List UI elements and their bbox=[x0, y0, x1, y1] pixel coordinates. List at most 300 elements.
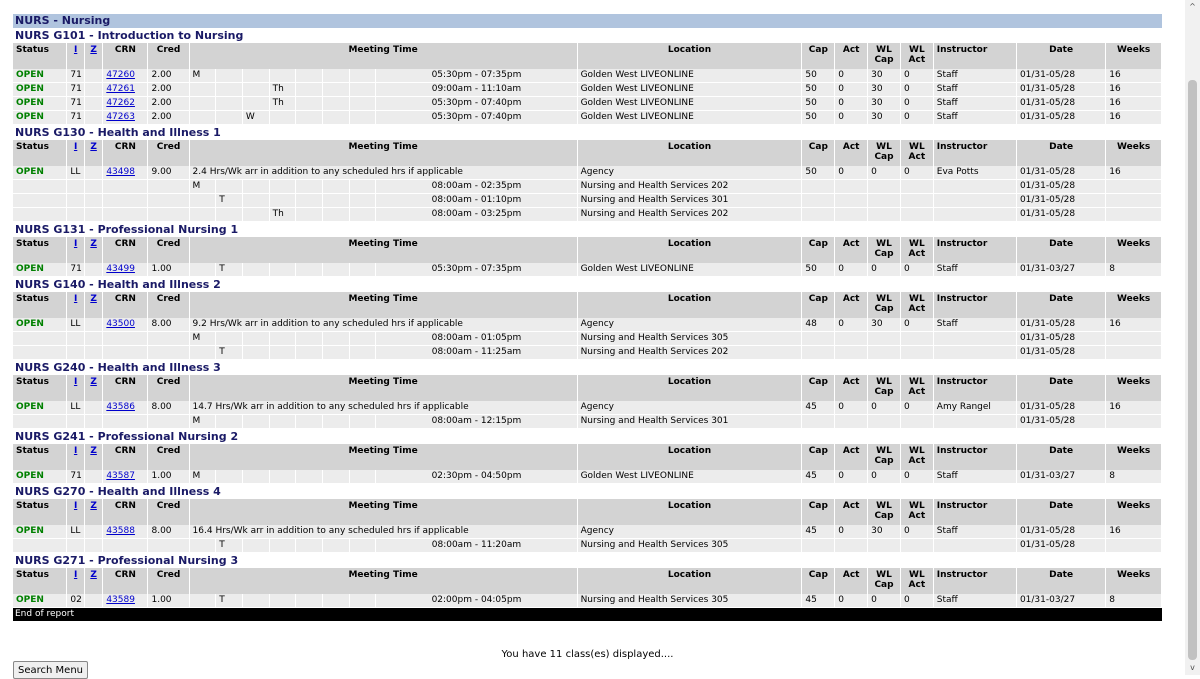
col-meeting-time-header: Meeting Time bbox=[190, 375, 578, 401]
date-cell: 01/31-03/27 bbox=[1017, 470, 1106, 484]
day-cell bbox=[296, 69, 323, 83]
z-cell bbox=[85, 539, 103, 553]
wl-cap-cell: 0 bbox=[868, 470, 901, 484]
day-cell: Th bbox=[270, 97, 297, 111]
col-act-header: Act bbox=[835, 237, 868, 263]
class-schedule-report bbox=[13, 14, 1162, 621]
location-cell: Nursing and Health Services 305 bbox=[578, 594, 803, 608]
instructor-cell: Eva Potts bbox=[934, 166, 1017, 180]
course-title: NURS G240 - Health and Illness 3 bbox=[13, 360, 1162, 375]
col-z-header bbox=[85, 237, 103, 263]
cap-cell bbox=[802, 539, 835, 553]
col-cred-header: Cred bbox=[148, 499, 189, 525]
day-cell bbox=[350, 111, 377, 125]
col-cap-header: Cap bbox=[802, 568, 835, 594]
wl-cap-cell: 0 bbox=[868, 263, 901, 277]
status-cell: OPEN bbox=[13, 166, 67, 180]
status-cell: OPEN bbox=[13, 97, 67, 111]
location-cell: Golden West LIVEONLINE bbox=[578, 111, 803, 125]
day-cell bbox=[270, 346, 297, 360]
col-i-header bbox=[67, 499, 84, 525]
col-i-sort-link[interactable]: I bbox=[73, 239, 78, 249]
col-act-header: Act bbox=[835, 444, 868, 470]
column-header-row bbox=[13, 375, 1162, 401]
weeks-cell: 16 bbox=[1106, 166, 1162, 180]
course-title: NURS G101 - Introduction to Nursing bbox=[13, 28, 1162, 43]
course-title: NURS G140 - Health and Illness 2 bbox=[13, 277, 1162, 292]
wl-act-cell bbox=[901, 415, 934, 429]
table-row bbox=[13, 594, 1162, 608]
day-cell bbox=[350, 83, 377, 97]
col-i-sort-link[interactable]: I bbox=[73, 294, 78, 304]
col-meeting-time-header: Meeting Time bbox=[190, 499, 578, 525]
col-status-header: Status bbox=[13, 568, 67, 594]
col-crn-header: CRN bbox=[103, 43, 148, 69]
z-cell bbox=[85, 111, 103, 125]
col-act-header: Act bbox=[835, 375, 868, 401]
col-cap-header: Cap bbox=[802, 292, 835, 318]
location-cell: Nursing and Health Services 202 bbox=[578, 208, 803, 222]
wl-cap-cell: 30 bbox=[868, 97, 901, 111]
classes-displayed-summary: You have 11 class(es) displayed.... bbox=[501, 649, 674, 660]
col-i-header bbox=[67, 375, 84, 401]
weeks-cell: 8 bbox=[1106, 470, 1162, 484]
day-cell: T bbox=[216, 194, 243, 208]
instructor-cell: Staff bbox=[934, 111, 1017, 125]
weeks-cell: 16 bbox=[1106, 111, 1162, 125]
day-cell bbox=[190, 263, 217, 277]
wl-act-cell bbox=[901, 208, 934, 222]
crn-link[interactable]: 43586 bbox=[106, 402, 135, 412]
meeting-time-cell: 02:30pm - 04:50pm bbox=[376, 470, 577, 484]
location-cell: Nursing and Health Services 305 bbox=[578, 539, 803, 553]
table-row bbox=[13, 83, 1162, 97]
location-cell: Nursing and Health Services 301 bbox=[578, 194, 803, 208]
day-cell bbox=[270, 594, 297, 608]
i-cell: LL bbox=[67, 525, 84, 539]
col-z-header bbox=[85, 375, 103, 401]
wl-act-cell: 0 bbox=[901, 97, 934, 111]
table-row bbox=[13, 401, 1162, 415]
arranged-hours-note: 2.4 Hrs/Wk arr in addition to any scheduled hrs if applicable bbox=[190, 166, 578, 180]
col-weeks-header: Weeks bbox=[1106, 292, 1162, 318]
end-of-report-text: End of report bbox=[13, 608, 1162, 621]
col-i-sort-link[interactable]: I bbox=[73, 570, 78, 580]
z-cell bbox=[85, 208, 103, 222]
col-date-header: Date bbox=[1017, 568, 1106, 594]
instructor-cell: Staff bbox=[934, 470, 1017, 484]
col-weeks-header: Weeks bbox=[1106, 375, 1162, 401]
col-z-sort-link[interactable]: Z bbox=[90, 239, 97, 249]
table-row bbox=[13, 263, 1162, 277]
meeting-time-cell: 08:00am - 03:25pm bbox=[376, 208, 577, 222]
date-cell: 01/31-05/28 bbox=[1017, 180, 1106, 194]
day-cell bbox=[243, 415, 270, 429]
status-cell bbox=[13, 194, 67, 208]
instructor-cell: Staff bbox=[934, 318, 1017, 332]
col-z-sort-link[interactable]: Z bbox=[90, 377, 97, 387]
col-i-sort-link[interactable]: I bbox=[73, 377, 78, 387]
day-cell bbox=[270, 470, 297, 484]
col-cap-header: Cap bbox=[802, 140, 835, 166]
day-cell bbox=[323, 208, 350, 222]
col-meeting-time-header: Meeting Time bbox=[190, 237, 578, 263]
day-cell bbox=[296, 594, 323, 608]
crn-link[interactable]: 43500 bbox=[106, 319, 135, 329]
cred-cell bbox=[148, 180, 189, 194]
col-location-header: Location bbox=[578, 43, 803, 69]
day-cell bbox=[216, 83, 243, 97]
col-instructor-header: Instructor bbox=[934, 375, 1017, 401]
wl-act-cell: 0 bbox=[901, 525, 934, 539]
col-wl-act-header: WL Act bbox=[901, 140, 934, 166]
wl-act-cell bbox=[901, 332, 934, 346]
col-i-sort-link[interactable]: I bbox=[73, 45, 78, 55]
act-cell bbox=[835, 194, 868, 208]
location-cell: Agency bbox=[578, 318, 803, 332]
col-location-header: Location bbox=[578, 292, 803, 318]
i-cell: 71 bbox=[67, 470, 84, 484]
scrollbar-thumb[interactable] bbox=[1188, 80, 1197, 660]
col-location-header: Location bbox=[578, 499, 803, 525]
day-cell bbox=[216, 180, 243, 194]
day-cell bbox=[243, 97, 270, 111]
day-cell bbox=[323, 180, 350, 194]
day-cell bbox=[350, 263, 377, 277]
col-weeks-header: Weeks bbox=[1106, 444, 1162, 470]
col-instructor-header: Instructor bbox=[934, 444, 1017, 470]
col-date-header: Date bbox=[1017, 444, 1106, 470]
act-cell bbox=[835, 346, 868, 360]
act-cell: 0 bbox=[835, 401, 868, 415]
day-cell bbox=[216, 69, 243, 83]
z-cell bbox=[85, 194, 103, 208]
act-cell: 0 bbox=[835, 111, 868, 125]
table-row bbox=[13, 539, 1162, 553]
day-cell bbox=[296, 194, 323, 208]
crn-link[interactable]: 43498 bbox=[106, 167, 135, 177]
wl-act-cell: 0 bbox=[901, 401, 934, 415]
instructor-cell: Amy Rangel bbox=[934, 401, 1017, 415]
day-cell: Th bbox=[270, 208, 297, 222]
crn-cell bbox=[103, 180, 148, 194]
i-cell: LL bbox=[67, 166, 84, 180]
col-z-sort-link[interactable]: Z bbox=[90, 446, 97, 456]
location-cell: Golden West LIVEONLINE bbox=[578, 97, 803, 111]
cred-cell: 8.00 bbox=[148, 401, 189, 415]
crn-link[interactable]: 47262 bbox=[106, 98, 135, 108]
vertical-scrollbar[interactable] bbox=[1185, 0, 1200, 675]
location-cell: Nursing and Health Services 301 bbox=[578, 415, 803, 429]
z-cell bbox=[85, 69, 103, 83]
column-header-row bbox=[13, 499, 1162, 525]
col-i-header bbox=[67, 43, 84, 69]
col-z-sort-link[interactable]: Z bbox=[90, 570, 97, 580]
wl-act-cell: 0 bbox=[901, 69, 934, 83]
col-z-sort-link[interactable]: Z bbox=[90, 294, 97, 304]
z-cell bbox=[85, 594, 103, 608]
day-cell bbox=[350, 594, 377, 608]
status-cell: OPEN bbox=[13, 470, 67, 484]
day-cell bbox=[296, 470, 323, 484]
table-row bbox=[13, 180, 1162, 194]
instructor-cell bbox=[934, 180, 1017, 194]
weeks-cell: 16 bbox=[1106, 83, 1162, 97]
weeks-cell: 16 bbox=[1106, 69, 1162, 83]
crn-link[interactable]: 47263 bbox=[106, 112, 135, 122]
day-cell bbox=[296, 97, 323, 111]
date-cell: 01/31-05/28 bbox=[1017, 539, 1106, 553]
day-cell bbox=[216, 208, 243, 222]
scroll-up-icon[interactable]: ^ bbox=[1189, 2, 1196, 11]
day-cell bbox=[323, 594, 350, 608]
col-meeting-time-header: Meeting Time bbox=[190, 444, 578, 470]
col-z-sort-link[interactable]: Z bbox=[90, 142, 97, 152]
cred-cell: 1.00 bbox=[148, 594, 189, 608]
cred-cell bbox=[148, 194, 189, 208]
z-cell bbox=[85, 332, 103, 346]
meeting-time-cell: 05:30pm - 07:40pm bbox=[376, 111, 577, 125]
col-crn-header: CRN bbox=[103, 568, 148, 594]
cap-cell bbox=[802, 415, 835, 429]
day-cell bbox=[243, 69, 270, 83]
arranged-hours-note: 16.4 Hrs/Wk arr in addition to any scheduled hrs if applicable bbox=[190, 525, 578, 539]
weeks-cell: 8 bbox=[1106, 594, 1162, 608]
col-wl-cap-header: WL Cap bbox=[868, 499, 901, 525]
meeting-time-cell: 08:00am - 12:15pm bbox=[376, 415, 577, 429]
wl-cap-cell bbox=[868, 539, 901, 553]
col-i-header bbox=[67, 237, 84, 263]
crn-cell bbox=[103, 470, 148, 484]
day-cell bbox=[350, 332, 377, 346]
cap-cell: 50 bbox=[802, 83, 835, 97]
col-wl-act-header: WL Act bbox=[901, 292, 934, 318]
status-cell: OPEN bbox=[13, 111, 67, 125]
weeks-cell bbox=[1106, 194, 1162, 208]
crn-cell bbox=[103, 263, 148, 277]
col-weeks-header: Weeks bbox=[1106, 499, 1162, 525]
cred-cell: 1.00 bbox=[148, 470, 189, 484]
table-row bbox=[13, 525, 1162, 539]
col-i-sort-link[interactable]: I bbox=[73, 446, 78, 456]
location-cell: Agency bbox=[578, 166, 803, 180]
column-header-row bbox=[13, 237, 1162, 263]
col-weeks-header: Weeks bbox=[1106, 568, 1162, 594]
cap-cell bbox=[802, 194, 835, 208]
day-cell bbox=[270, 69, 297, 83]
crn-link[interactable]: 43589 bbox=[106, 595, 135, 605]
col-location-header: Location bbox=[578, 237, 803, 263]
table-row bbox=[13, 69, 1162, 83]
col-meeting-time-header: Meeting Time bbox=[190, 43, 578, 69]
wl-act-cell: 0 bbox=[901, 318, 934, 332]
cap-cell: 45 bbox=[802, 470, 835, 484]
act-cell bbox=[835, 180, 868, 194]
crn-cell bbox=[103, 415, 148, 429]
cap-cell: 45 bbox=[802, 594, 835, 608]
i-cell bbox=[67, 194, 84, 208]
col-z-header bbox=[85, 140, 103, 166]
table-row bbox=[13, 318, 1162, 332]
course-title-row bbox=[13, 28, 1162, 43]
i-cell: 02 bbox=[67, 594, 84, 608]
column-header-row bbox=[13, 292, 1162, 318]
weeks-cell bbox=[1106, 346, 1162, 360]
day-cell bbox=[190, 539, 217, 553]
meeting-time-cell: 08:00am - 11:20am bbox=[376, 539, 577, 553]
date-cell: 01/31-05/28 bbox=[1017, 332, 1106, 346]
day-cell bbox=[323, 83, 350, 97]
course-title-row bbox=[13, 484, 1162, 499]
scroll-down-icon[interactable]: v bbox=[1190, 663, 1195, 672]
status-cell bbox=[13, 539, 67, 553]
wl-act-cell: 0 bbox=[901, 470, 934, 484]
col-cap-header: Cap bbox=[802, 375, 835, 401]
col-i-sort-link[interactable]: I bbox=[73, 142, 78, 152]
col-instructor-header: Instructor bbox=[934, 43, 1017, 69]
day-cell bbox=[243, 263, 270, 277]
wl-cap-cell: 30 bbox=[868, 69, 901, 83]
col-weeks-header: Weeks bbox=[1106, 43, 1162, 69]
day-cell: M bbox=[190, 332, 217, 346]
cred-cell bbox=[148, 332, 189, 346]
col-status-header: Status bbox=[13, 292, 67, 318]
cred-cell: 8.00 bbox=[148, 525, 189, 539]
col-wl-cap-header: WL Cap bbox=[868, 292, 901, 318]
status-cell: OPEN bbox=[13, 69, 67, 83]
crn-link[interactable]: 43587 bbox=[106, 471, 135, 481]
cred-cell: 8.00 bbox=[148, 318, 189, 332]
col-z-header bbox=[85, 292, 103, 318]
day-cell: M bbox=[190, 470, 217, 484]
status-cell: OPEN bbox=[13, 83, 67, 97]
crn-link[interactable]: 47260 bbox=[106, 70, 135, 80]
location-cell: Golden West LIVEONLINE bbox=[578, 470, 803, 484]
crn-cell bbox=[103, 166, 148, 180]
wl-act-cell: 0 bbox=[901, 594, 934, 608]
z-cell bbox=[85, 525, 103, 539]
day-cell bbox=[323, 194, 350, 208]
status-cell: OPEN bbox=[13, 594, 67, 608]
location-cell: Nursing and Health Services 202 bbox=[578, 346, 803, 360]
i-cell: 71 bbox=[67, 83, 84, 97]
schedule-table bbox=[13, 14, 1162, 621]
col-z-sort-link[interactable]: Z bbox=[90, 45, 97, 55]
crn-link[interactable]: 47261 bbox=[106, 84, 135, 94]
course-title-row bbox=[13, 429, 1162, 444]
day-cell: M bbox=[190, 69, 217, 83]
day-cell bbox=[243, 332, 270, 346]
day-cell bbox=[190, 83, 217, 97]
cap-cell bbox=[802, 208, 835, 222]
day-cell bbox=[190, 594, 217, 608]
z-cell bbox=[85, 401, 103, 415]
act-cell: 0 bbox=[835, 69, 868, 83]
col-crn-header: CRN bbox=[103, 444, 148, 470]
z-cell bbox=[85, 83, 103, 97]
i-cell: 71 bbox=[67, 97, 84, 111]
act-cell bbox=[835, 208, 868, 222]
wl-act-cell bbox=[901, 194, 934, 208]
crn-cell bbox=[103, 346, 148, 360]
arranged-hours-note: 9.2 Hrs/Wk arr in addition to any scheduled hrs if applicable bbox=[190, 318, 578, 332]
wl-cap-cell: 0 bbox=[868, 401, 901, 415]
instructor-cell: Staff bbox=[934, 69, 1017, 83]
table-row bbox=[13, 111, 1162, 125]
wl-cap-cell: 30 bbox=[868, 318, 901, 332]
wl-act-cell: 0 bbox=[901, 166, 934, 180]
col-z-sort-link[interactable]: Z bbox=[90, 501, 97, 511]
table-row bbox=[13, 346, 1162, 360]
day-cell bbox=[216, 332, 243, 346]
crn-link[interactable]: 43499 bbox=[106, 264, 135, 274]
day-cell: T bbox=[216, 263, 243, 277]
day-cell bbox=[190, 111, 217, 125]
date-cell: 01/31-05/28 bbox=[1017, 318, 1106, 332]
instructor-cell bbox=[934, 332, 1017, 346]
day-cell bbox=[296, 111, 323, 125]
day-cell bbox=[190, 208, 217, 222]
z-cell bbox=[85, 470, 103, 484]
day-cell bbox=[270, 194, 297, 208]
col-crn-header: CRN bbox=[103, 375, 148, 401]
col-i-sort-link[interactable]: I bbox=[73, 501, 78, 511]
z-cell bbox=[85, 166, 103, 180]
status-cell bbox=[13, 346, 67, 360]
day-cell: T bbox=[216, 539, 243, 553]
act-cell: 0 bbox=[835, 470, 868, 484]
wl-act-cell: 0 bbox=[901, 263, 934, 277]
col-act-header: Act bbox=[835, 568, 868, 594]
weeks-cell: 8 bbox=[1106, 263, 1162, 277]
meeting-time-cell: 08:00am - 01:10pm bbox=[376, 194, 577, 208]
status-cell: OPEN bbox=[13, 263, 67, 277]
crn-cell bbox=[103, 401, 148, 415]
table-row bbox=[13, 470, 1162, 484]
day-cell: T bbox=[216, 346, 243, 360]
col-cred-header: Cred bbox=[148, 292, 189, 318]
day-cell bbox=[270, 180, 297, 194]
meeting-time-cell: 09:00am - 11:10am bbox=[376, 83, 577, 97]
col-z-header bbox=[85, 499, 103, 525]
weeks-cell bbox=[1106, 180, 1162, 194]
wl-act-cell bbox=[901, 539, 934, 553]
col-i-header bbox=[67, 444, 84, 470]
subject-title: NURS - Nursing bbox=[13, 14, 1162, 28]
col-date-header: Date bbox=[1017, 375, 1106, 401]
i-cell: 71 bbox=[67, 263, 84, 277]
table-row bbox=[13, 97, 1162, 111]
day-cell bbox=[350, 97, 377, 111]
col-status-header: Status bbox=[13, 237, 67, 263]
col-instructor-header: Instructor bbox=[934, 237, 1017, 263]
day-cell bbox=[323, 346, 350, 360]
wl-cap-cell bbox=[868, 415, 901, 429]
act-cell: 0 bbox=[835, 97, 868, 111]
col-date-header: Date bbox=[1017, 43, 1106, 69]
z-cell bbox=[85, 415, 103, 429]
crn-link[interactable]: 43588 bbox=[106, 526, 135, 536]
act-cell bbox=[835, 539, 868, 553]
col-cap-header: Cap bbox=[802, 237, 835, 263]
weeks-cell bbox=[1106, 332, 1162, 346]
day-cell bbox=[323, 263, 350, 277]
act-cell: 0 bbox=[835, 318, 868, 332]
search-menu-button[interactable]: Search Menu bbox=[13, 661, 88, 679]
day-cell bbox=[243, 83, 270, 97]
i-cell: 71 bbox=[67, 111, 84, 125]
cred-cell: 2.00 bbox=[148, 69, 189, 83]
